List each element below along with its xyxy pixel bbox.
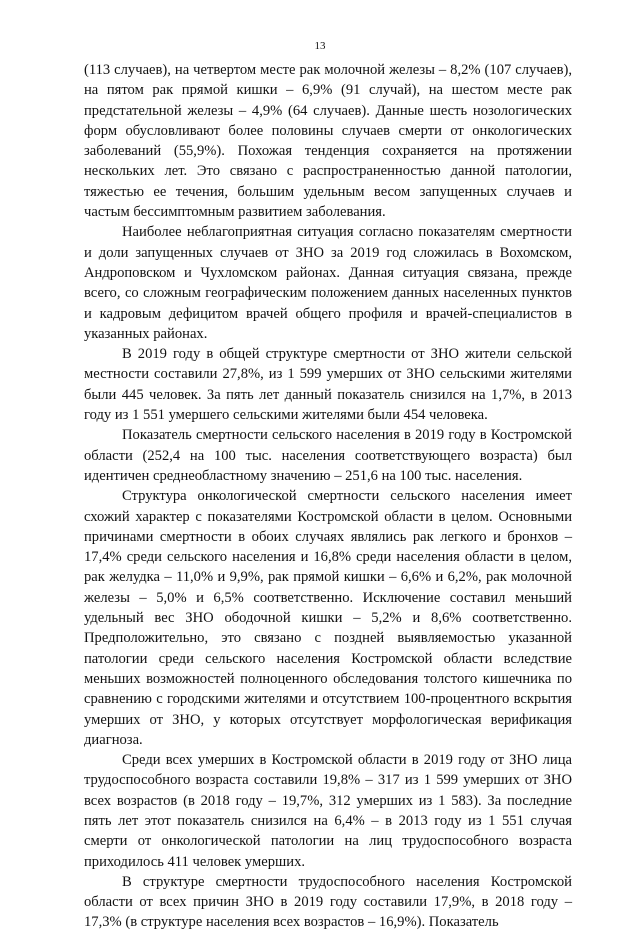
- paragraph-working-age: Среди всех умерших в Костромской области в 2019 году от ЗНО лица трудоспособного возраста составили 19,8% – 317 из 1 599 умерших от ЗНО всех возрастов (в 2018 году – 19,7%, 312 умерших из 1 583). За последние пять лет этот показатель снизился на 6,4% – в 2013 году из 1 551 случая смерти от онкологической патологии на лиц трудоспособного возраста приходилось 411 человек умерших.: [84, 752, 572, 870]
- paragraph-working-age-structure: В структуре смертности трудоспособного населения Костромской области от всех причин ЗНО в 2019 году составили 17,9%, в 2018 году – 17,3% (в структуре населения всех возрастов – 16,9%). Показатель: [84, 873, 572, 931]
- paragraph-rural-mortality-share: В 2019 году в общей структуре смертности от ЗНО жители сельской местности составили 27,8%, из 1 599 умерших от ЗНО сельскими жителями были 445 человек. За пять лет данный показатель снизился на 1,7%, в 2013 году из 1 551 умершего сельскими жителями были 454 человека.: [84, 346, 572, 424]
- body-text: [84, 60, 572, 933]
- paragraph-rural-structure: Структура онкологической смертности сельского населения имеет схожий характер с показателями Костромской области в целом. Основными причинами смертности в обоих случаях являлись рак легкого и бронхов – 17,4% среди сельского населения и 16,8% среди населения области в целом, рак желудка – 11,0% и 9,9%, рак прямой кишки – 6,6% и 6,2%, рак молочной железы – 5,0% и 6,5% соответственно. Исключение составил меньший удельный вес ЗНО ободочной кишки – 5,2% и 8,6% соответственно. Предположительно, это связано с поздней выявляемостью указанной патологии среди сельского населения Костромской области вследствие меньших возможностей полноценного обследования толстого кишечника по сравнению с городскими жителями и отсутствием 100-процентного вскрытия умерших от ЗНО, у которых отсутствует морфологическая верификация диагноза.: [84, 488, 572, 748]
- paragraph-rural-mortality-rate: Показатель смертности сельского населения в 2019 году в Костромской области (252,4 на 100 тыс. населения соответствующего возраста) был идентичен среднеобластному значению – 251,6 на 100 тыс. населения.: [84, 427, 572, 484]
- paragraph-unfavorable-districts: Наиболее неблагоприятная ситуация согласно показателям смертности и доли запущенных случаев от ЗНО за 2019 год сложилась в Вохомском, Андроповском и Чухломском районах. Данная ситуация связана, прежде всего, со сложным географическим положением данных населенных пунктов и кадровым дефицитом врачей общего профиля и врачей-специалистов в указанных районах.: [84, 224, 572, 342]
- page-number: 13: [314, 40, 326, 52]
- paragraph-continuation: (113 случаев), на четвертом месте рак молочной железы – 8,2% (107 случаев), на пятом рак прямой кишки – 6,9% (91 случай), на шестом месте рак предстательной железы – 4,9% (64 случаев). Данные шесть нозологических форм обусловливают более половины случаев смерти от онкологических заболеваний (55,9%). Похожая тенденция сохраняется на протяжении нескольких лет. Это связано с распространенностью данной патологии, тяжестью ее течения, большим удельным весом запущенных случаев и частым бессимптомным развитием заболевания.: [84, 62, 572, 221]
